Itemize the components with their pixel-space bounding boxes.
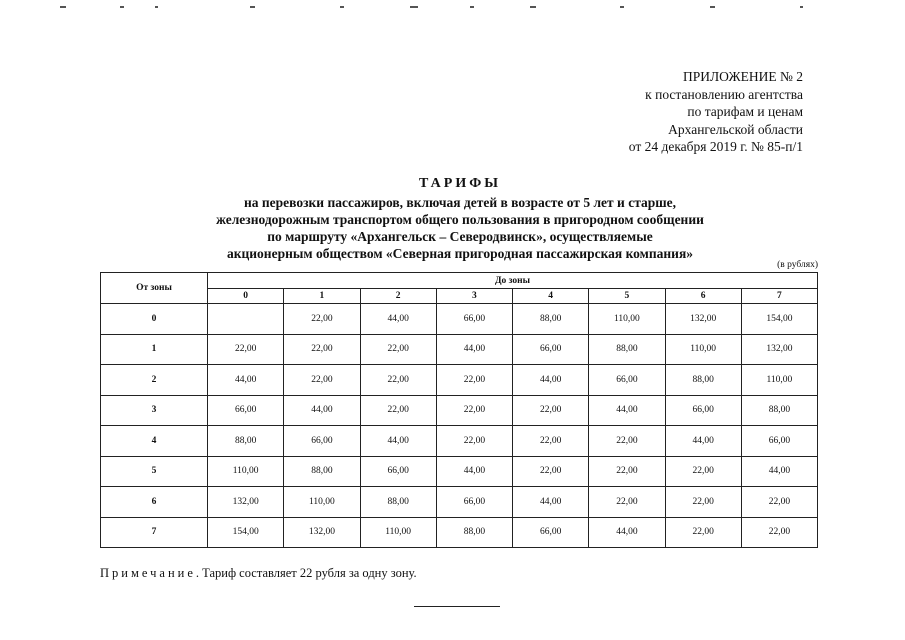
tariff-cell: 44,00 <box>665 426 741 457</box>
tariff-cell: 66,00 <box>360 456 436 487</box>
tariff-cell: 22,00 <box>436 365 512 396</box>
tariff-cell: 22,00 <box>589 456 665 487</box>
tariff-cell: 22,00 <box>208 334 284 365</box>
tariff-cell: 154,00 <box>208 517 284 548</box>
appendix-title: ПРИЛОЖЕНИЕ № 2 <box>682 69 803 84</box>
table-row <box>101 426 818 457</box>
column-header: 3 <box>436 289 512 304</box>
title-main: ТАРИФЫ <box>419 176 501 191</box>
tariff-cell: 66,00 <box>513 517 589 548</box>
tariff-cell: 44,00 <box>513 487 589 518</box>
tariff-cell: 22,00 <box>436 395 512 426</box>
tariff-cell: 132,00 <box>741 334 817 365</box>
appendix-line: к постановлению агентства <box>645 86 803 102</box>
tariff-cell: 22,00 <box>360 365 436 396</box>
column-header: 1 <box>284 289 360 304</box>
tariff-cell: 66,00 <box>665 395 741 426</box>
tariff-cell: 22,00 <box>284 334 360 365</box>
tariff-cell: 44,00 <box>589 395 665 426</box>
row-zone: 6 <box>101 487 208 518</box>
tariff-cell: 44,00 <box>436 334 512 365</box>
table-row <box>101 456 818 487</box>
tariff-cell: 44,00 <box>360 304 436 335</box>
appendix-block <box>629 68 803 156</box>
tariff-cell: 110,00 <box>741 365 817 396</box>
appendix-line: по тарифам и ценам <box>687 104 803 119</box>
tariff-cell: 44,00 <box>436 456 512 487</box>
row-zone: 5 <box>101 456 208 487</box>
tariff-cell: 22,00 <box>589 426 665 457</box>
tariff-cell: 110,00 <box>589 304 665 335</box>
tariff-cell: 110,00 <box>360 517 436 548</box>
tariff-cell: 66,00 <box>513 334 589 365</box>
title-line: железнодорожным транспортом общего пользования в пригородном сообщении <box>216 212 704 227</box>
tariff-cell: 22,00 <box>665 517 741 548</box>
bottom-divider <box>414 606 500 607</box>
table-row <box>101 487 818 518</box>
tariff-table <box>100 272 818 548</box>
tariff-cell: 88,00 <box>284 456 360 487</box>
tariff-cell: 66,00 <box>436 487 512 518</box>
tariff-cell: 66,00 <box>436 304 512 335</box>
row-zone: 3 <box>101 395 208 426</box>
tariff-cell: 44,00 <box>589 517 665 548</box>
tariff-cell: 44,00 <box>513 365 589 396</box>
tariff-cell: 154,00 <box>741 304 817 335</box>
tariff-cell: 22,00 <box>513 395 589 426</box>
tariff-cell: 66,00 <box>284 426 360 457</box>
tariff-cell: 88,00 <box>360 487 436 518</box>
tariff-cell: 22,00 <box>284 304 360 335</box>
tariff-cell: 66,00 <box>741 426 817 457</box>
title-line: на перевозки пассажиров, включая детей в возрасте от 5 лет и старше, <box>243 195 677 210</box>
tariff-cell: 22,00 <box>741 517 817 548</box>
column-header: 4 <box>513 289 589 304</box>
tariff-cell: 22,00 <box>513 456 589 487</box>
table-row <box>101 304 818 335</box>
tariff-cell: 132,00 <box>665 304 741 335</box>
tariff-cell: 22,00 <box>360 334 436 365</box>
to-zone-header: До зоны <box>208 273 818 289</box>
column-header: 7 <box>741 289 817 304</box>
tariff-cell: 88,00 <box>741 395 817 426</box>
document-title <box>100 175 820 262</box>
tariff-cell: 88,00 <box>665 365 741 396</box>
tariff-cell: 88,00 <box>436 517 512 548</box>
table-row <box>101 395 818 426</box>
tariff-cell: 22,00 <box>665 487 741 518</box>
tariff-cell: 110,00 <box>665 334 741 365</box>
appendix-line: Архангельской области <box>668 121 803 137</box>
title-line: по маршруту «Архангельск – Северодвинск», осуществляемые <box>267 229 653 244</box>
row-zone: 7 <box>101 517 208 548</box>
tariff-cell: 44,00 <box>360 426 436 457</box>
tariff-cell: 110,00 <box>284 487 360 518</box>
tariff-cell: 22,00 <box>741 487 817 518</box>
column-header: 0 <box>208 289 284 304</box>
tariff-cell: 66,00 <box>589 365 665 396</box>
tariff-cell: 132,00 <box>284 517 360 548</box>
row-zone: 4 <box>101 426 208 457</box>
tariff-cell: 22,00 <box>360 395 436 426</box>
column-header-row <box>101 289 818 304</box>
column-header: 5 <box>589 289 665 304</box>
row-zone: 2 <box>101 365 208 396</box>
tariff-cell: 44,00 <box>741 456 817 487</box>
tariff-cell: 44,00 <box>284 395 360 426</box>
units-label: (в рублях) <box>777 260 818 270</box>
tariff-cell: 132,00 <box>208 487 284 518</box>
tariff-cell: 88,00 <box>208 426 284 457</box>
row-zone: 1 <box>101 334 208 365</box>
tariff-cell: 88,00 <box>513 304 589 335</box>
note-text: . Тариф составляет 22 рубля за одну зону. <box>195 566 417 580</box>
tariff-cell: 22,00 <box>589 487 665 518</box>
table-row <box>101 334 818 365</box>
tariff-cell: 22,00 <box>665 456 741 487</box>
from-zone-header: От зоны <box>101 273 208 304</box>
note-label: Примечание <box>100 566 196 580</box>
tariff-cell: 22,00 <box>436 426 512 457</box>
tariff-cell: 110,00 <box>208 456 284 487</box>
table-header-row <box>101 273 818 289</box>
appendix-date-line: от 24 декабря 2019 г. № 85-п/1 <box>628 139 803 154</box>
tariff-cell: 22,00 <box>513 426 589 457</box>
tariff-cell <box>208 304 284 335</box>
column-header: 6 <box>665 289 741 304</box>
note <box>100 566 417 581</box>
tariff-cell: 66,00 <box>208 395 284 426</box>
column-header: 2 <box>360 289 436 304</box>
scan-artifacts <box>60 6 820 10</box>
tariff-cell: 88,00 <box>589 334 665 365</box>
table-row <box>101 517 818 548</box>
tariff-cell: 44,00 <box>208 365 284 396</box>
tariff-cell: 22,00 <box>284 365 360 396</box>
table-row <box>101 365 818 396</box>
title-line: акционерным обществом «Северная пригородная пассажирская компания» <box>226 246 694 261</box>
row-zone: 0 <box>101 304 208 335</box>
